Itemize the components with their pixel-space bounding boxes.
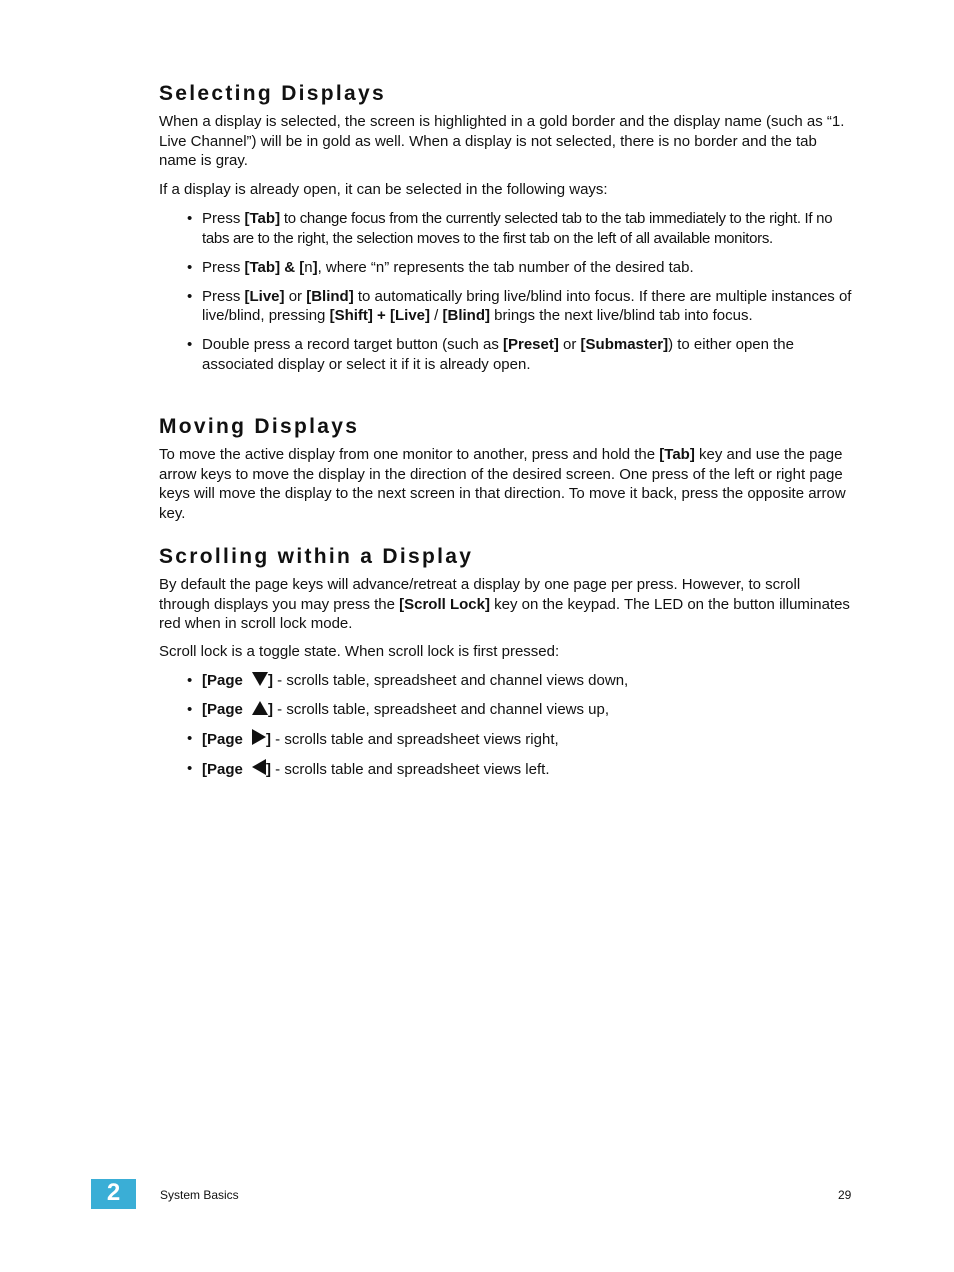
- paragraph-selection-ways: If a display is already open, it can be selected in the following ways:: [159, 181, 608, 198]
- heading-selecting-displays: Selecting Displays: [159, 82, 386, 105]
- chapter-badge: 2: [91, 1179, 136, 1209]
- footer-section-title: System Basics: [160, 1188, 239, 1202]
- triangle-down-icon: [252, 672, 268, 686]
- triangle-right-icon: [252, 729, 266, 745]
- list-item: • Press [Live] or [Blind] to automatically bring live/blind into focus. If there are multiple instances of live/blind, pressing [Shift] + [Live] / [Blind] brings the next live/blind tab into focus.: [187, 287, 852, 324]
- bullet-glyph: •: [187, 672, 193, 689]
- list-item: • Double press a record target button (such as [Preset] or [Submaster]) to either open the associated display or select it if it is already open.: [187, 336, 794, 373]
- bullet-glyph: •: [187, 258, 193, 276]
- list-item: • [Page ] - scrolls table, spreadsheet and channel views down,: [187, 672, 629, 689]
- bullet-glyph: •: [187, 336, 193, 353]
- heading-moving-displays: Moving Displays: [159, 415, 360, 438]
- list-item: • Press [Tab] & [n], where “n” represents the tab number of the desired tab.: [187, 258, 694, 276]
- page-number: 29: [838, 1188, 852, 1202]
- page-keys-list: [159, 671, 859, 789]
- paragraph-scroll-lock: By default the page keys will advance/retreat a display by one page per press. However, to scroll through displays you may press the [Scroll Lock] key on the keypad. The LED on the button illuminates red when in scroll lock mode.: [159, 576, 850, 632]
- paragraph-selection-state: When a display is selected, the screen is highlighted in a gold border and the display name (such as “1. Live Channel”) will be in gold as well. When a display is not selected, there is no border and the tab name is gray.: [159, 113, 845, 169]
- paragraph-toggle-state: Scroll lock is a toggle state. When scroll lock is first pressed:: [159, 643, 560, 660]
- bullet-glyph: •: [187, 730, 193, 747]
- triangle-up-icon: [252, 701, 268, 715]
- bullet-glyph: •: [187, 701, 193, 718]
- triangle-left-icon: [252, 759, 266, 775]
- list-item: • [Page ] - scrolls table and spreadsheet views left.: [187, 760, 550, 778]
- selection-methods-list: [159, 209, 859, 384]
- list-item: • [Page ] - scrolls table, spreadsheet and channel views up,: [187, 701, 610, 718]
- heading-scrolling-within-display: Scrolling within a Display: [159, 545, 474, 568]
- bullet-glyph: •: [187, 210, 193, 227]
- bullet-glyph: •: [187, 287, 193, 305]
- paragraph-moving-displays: To move the active display from one monitor to another, press and hold the [Tab] key and use the page arrow keys to move the display in the direction of the desired screen. One press of the left or right page keys will move the display to the next screen in that direction. To move it back, press the opposite arrow key.: [159, 446, 846, 522]
- list-item: • [Page ] - scrolls table and spreadsheet views right,: [187, 730, 559, 748]
- bullet-glyph: •: [187, 760, 193, 777]
- list-item: • Press [Tab] to change focus from the currently selected tab to the tab immediately to the right. If no tabs are to the right, the selection moves to the first tab on the left of all available monitors.: [187, 210, 833, 247]
